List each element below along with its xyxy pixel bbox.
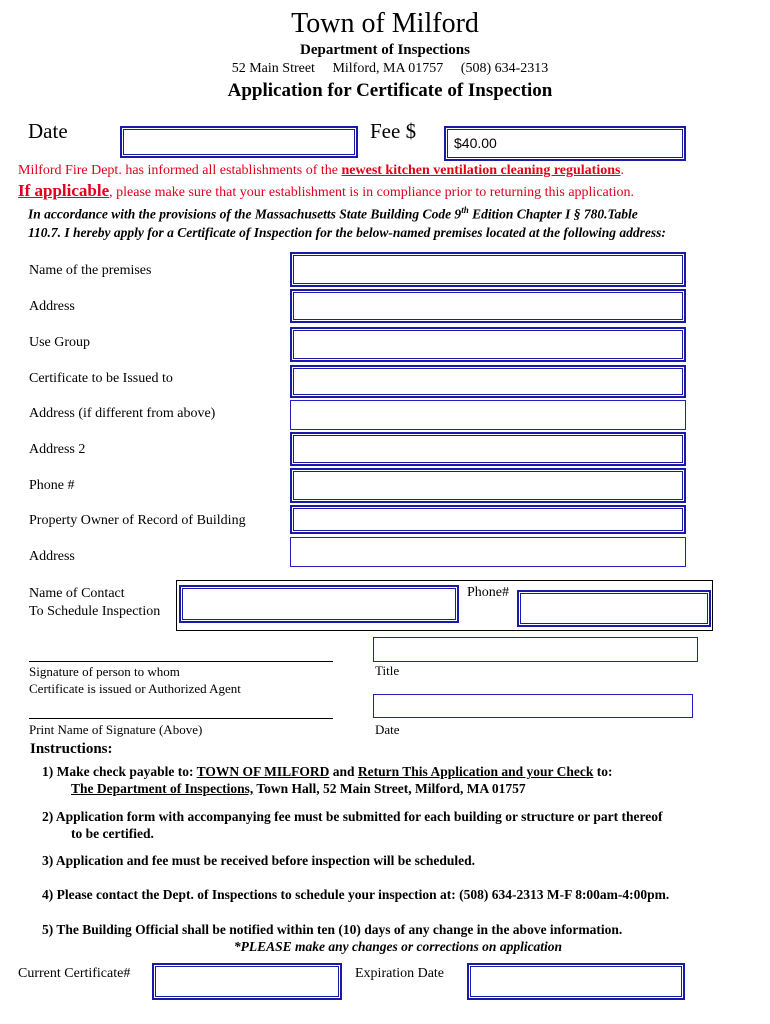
- department-address: 52 Main Street Milford, MA 01757 (508) 634-2313: [231, 61, 549, 76]
- signature-caption-line2: Certificate is issued or Authorized Agent: [29, 681, 241, 696]
- contact-phone-label: Phone#: [467, 585, 509, 600]
- signature-date-field[interactable]: [373, 694, 693, 718]
- town-title: Town of Milford: [291, 8, 479, 39]
- address-label: Address: [29, 299, 75, 314]
- kitchen-notice-text: Milford Fire Dept. has informed all establishments of the: [18, 163, 342, 178]
- instruction-2: 2) Application form with accompanying fee must be submitted for each building or structure or part thereof: [42, 809, 663, 824]
- current-certificate-label: Current Certificate#: [18, 966, 131, 981]
- property-owner-label: Property Owner of Record of Building: [29, 513, 246, 528]
- premises-name-value: [292, 254, 684, 261]
- instruction-1-e: to:: [593, 764, 613, 779]
- contact-name-field[interactable]: [179, 585, 459, 623]
- owner-address-label: Address: [29, 549, 75, 564]
- fee-field[interactable]: [444, 126, 686, 161]
- instruction-1-return: Return This Application and your Check: [357, 764, 594, 779]
- premises-name-field[interactable]: [290, 252, 686, 287]
- ventilation-regulations-link[interactable]: newest kitchen ventilation cleaning regulations: [341, 163, 621, 178]
- expiration-date-field[interactable]: [467, 963, 685, 1000]
- print-name-caption: Print Name of Signature (Above): [29, 722, 203, 737]
- instruction-5: 5) The Building Official shall be notified within ten (10) days of any change in the above information.: [42, 922, 623, 937]
- certificate-issued-to-label: Certificate to be Issued to: [29, 371, 173, 386]
- title-label: Title: [375, 663, 400, 678]
- owner-address-field[interactable]: [290, 537, 686, 567]
- code-text-a: In accordance with the provisions of the Massachusetts State Building Code 9: [28, 206, 462, 222]
- phone-field[interactable]: [290, 468, 686, 503]
- property-owner-value: [292, 507, 684, 514]
- address-2-label: Address 2: [29, 442, 86, 457]
- instruction-1: [42, 764, 612, 780]
- property-owner-field[interactable]: [290, 505, 686, 534]
- alt-address-field[interactable]: [290, 400, 686, 430]
- signature-date-label: Date: [375, 722, 400, 737]
- applicable-notice: [18, 181, 634, 201]
- instruction-1-payee: TOWN OF MILFORD: [196, 764, 330, 779]
- alt-address-value: [291, 401, 685, 408]
- department-name: Department of Inspections: [300, 42, 470, 58]
- instruction-1-a: 1) Make check payable to:: [42, 764, 197, 779]
- owner-address-value: [291, 538, 685, 545]
- fee-value: $40.00: [454, 135, 497, 151]
- print-name-line: [29, 718, 333, 719]
- use-group-label: Use Group: [29, 335, 91, 350]
- instructions-heading: Instructions:: [30, 741, 113, 757]
- use-group-value: [292, 329, 684, 336]
- signature-caption-line1: Signature of person to whom: [29, 664, 180, 679]
- form-title: Application for Certificate of Inspection: [227, 80, 553, 101]
- phone-label: Phone #: [29, 478, 75, 493]
- address-field[interactable]: [290, 289, 686, 323]
- fee-label: Fee $: [370, 119, 417, 143]
- date-label: Date: [28, 119, 68, 143]
- signature-line: [29, 661, 333, 662]
- code-text-line2: 110.7. I hereby apply for a Certificate of Inspection for the below-named premises located at the following address:: [28, 224, 666, 240]
- address-2-value: [292, 434, 684, 441]
- instruction-3: 3) Application and fee must be received before inspection will be scheduled.: [42, 853, 475, 868]
- code-statement: [28, 201, 768, 242]
- alt-address-label: Address (if different from above): [29, 406, 216, 421]
- contact-label-line2: To Schedule Inspection: [29, 604, 161, 619]
- current-certificate-field[interactable]: [152, 963, 342, 1000]
- applicable-notice-text: , please make sure that your establishment is in compliance prior to returning this application.: [109, 185, 635, 200]
- corrections-note: *PLEASE make any changes or corrections on application: [233, 939, 563, 954]
- certificate-issued-to-field[interactable]: [290, 365, 686, 398]
- premises-name-label: Name of the premises: [29, 263, 152, 278]
- code-superscript: th: [461, 205, 469, 215]
- instruction-2-cont: to be certified.: [71, 826, 154, 841]
- if-applicable-text: If applicable: [18, 181, 110, 200]
- instruction-1-dept: The Department of Inspections,: [71, 781, 254, 796]
- address-2-field[interactable]: [290, 432, 686, 466]
- instruction-1-c: and: [329, 764, 358, 779]
- contact-label: [29, 585, 160, 621]
- date-field[interactable]: [120, 126, 358, 158]
- instruction-4: 4) Please contact the Dept. of Inspections to schedule your inspection at: (508) 634-2313 M-F 8:00am-4:00pm.: [42, 887, 670, 902]
- certificate-issued-to-value: [292, 367, 684, 374]
- code-text-b: Edition Chapter I § 780.Table: [468, 206, 638, 222]
- date-value: [122, 128, 356, 135]
- signature-caption: [29, 663, 241, 697]
- phone-value: [292, 470, 684, 477]
- kitchen-notice-end: .: [620, 163, 624, 178]
- address-value: [292, 291, 684, 298]
- use-group-field[interactable]: [290, 327, 686, 362]
- contact-label-line1: Name of Contact: [29, 586, 125, 601]
- title-field[interactable]: [373, 637, 698, 662]
- contact-phone-field[interactable]: [517, 590, 711, 627]
- expiration-date-label: Expiration Date: [355, 966, 445, 981]
- kitchen-notice: [18, 163, 624, 179]
- instruction-1-townhall: Town Hall, 52 Main Street, Milford, MA 01757: [253, 781, 526, 796]
- instruction-1-address: [71, 781, 526, 797]
